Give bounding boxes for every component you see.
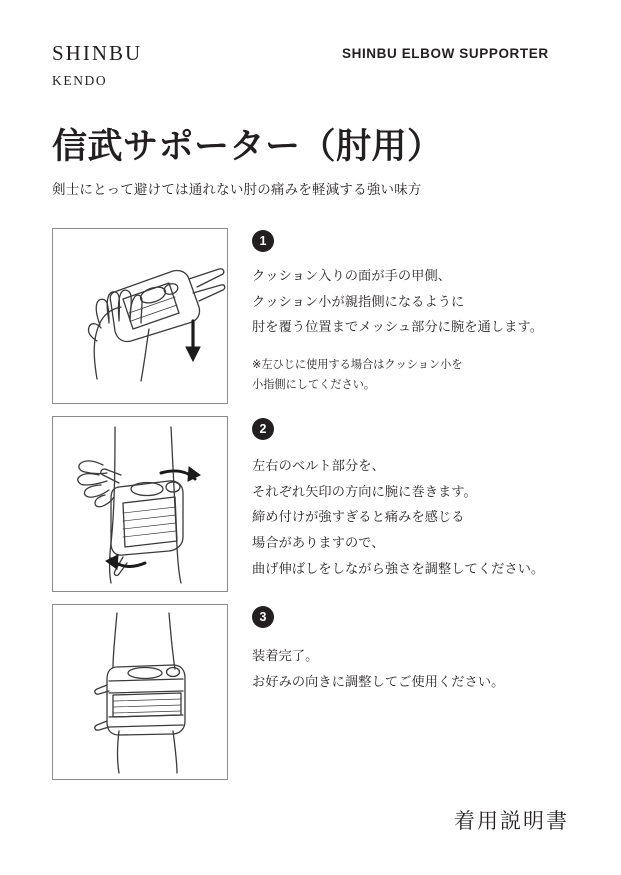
product-name-english: SHINBU ELBOW SUPPORTER — [342, 46, 549, 61]
page-subtitle: 剣士にとって避けては通れない肘の痛みを軽減する強い味方 — [52, 182, 422, 198]
step-item — [52, 228, 569, 404]
step-2-line: 曲げ伸ばしをしながら強さを調整してください。 — [252, 561, 545, 577]
brand-name: SHINBU — [52, 41, 143, 65]
step-item — [52, 604, 569, 780]
step-number-badge: 3 — [252, 606, 274, 628]
step-number-badge: 2 — [252, 418, 274, 440]
step-1-note — [252, 355, 569, 394]
brand-category: KENDO — [52, 73, 108, 89]
step-number-badge: 1 — [252, 230, 274, 252]
page-title: 信武サポーター（肘用） — [52, 127, 443, 167]
step-2-line: それぞれ矢印の方向に腕に巻きます。 — [252, 484, 477, 500]
title-block — [52, 126, 569, 198]
step-3-text — [252, 644, 569, 695]
step-1-note-line: ※左ひじに使用する場合はクッション小を — [252, 358, 463, 372]
step-3-illustration-completed-fit — [52, 604, 228, 780]
brand-logo — [52, 42, 142, 89]
step-1-note-line: 小指側にしてください。 — [252, 377, 376, 391]
step-2-illustration-wrap-belts — [52, 416, 228, 592]
page-header — [52, 42, 569, 100]
step-2-line: 場合がありますので、 — [252, 536, 385, 552]
step-3-line: 装着完了。 — [252, 649, 319, 664]
step-1-line: 肘を覆う位置までメッシュ部分に腕を通します。 — [252, 320, 544, 336]
step-1-text — [252, 264, 569, 341]
step-1-line: クッション小が親指側になるように — [252, 294, 465, 310]
step-3-line: お好みの向きに調整してご使用ください。 — [252, 674, 505, 690]
step-2-body — [228, 416, 569, 583]
step-2-line: 締め付けが強すぎると痛みを感じる — [252, 510, 465, 526]
step-1-line: クッション入りの面が手の甲側、 — [252, 269, 452, 284]
step-1-illustration-arm-through-sleeve — [52, 228, 228, 404]
step-2-text — [252, 454, 569, 583]
step-item — [52, 416, 569, 592]
steps-list — [52, 228, 569, 780]
step-2-line: 左右のベルト部分を、 — [252, 459, 385, 474]
footer-label: 着用説明書 — [454, 809, 569, 833]
step-3-body — [228, 604, 569, 695]
step-1-body — [228, 228, 569, 394]
